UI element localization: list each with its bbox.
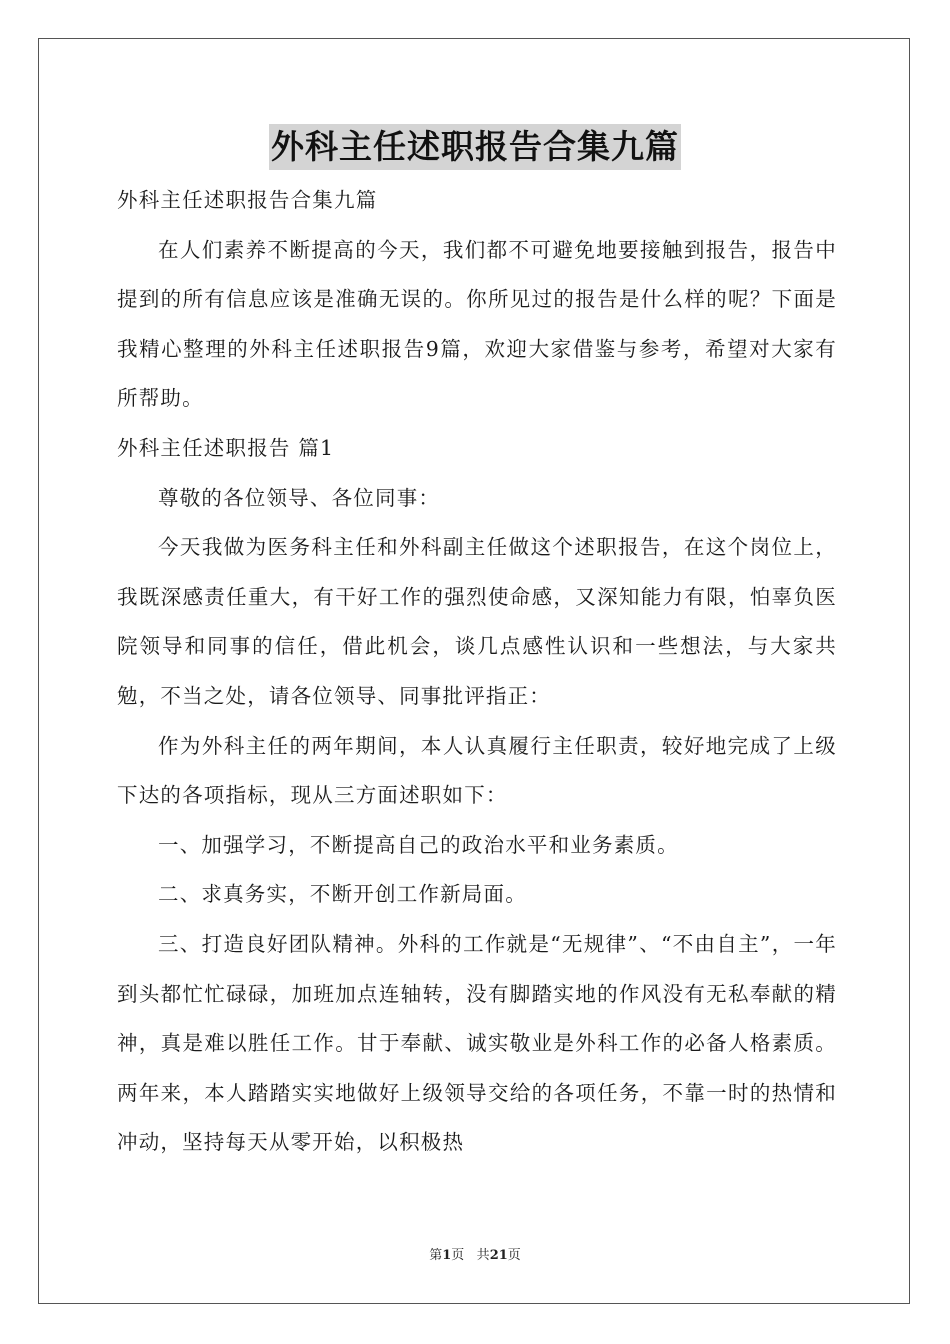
paragraph: 一、加强学习，不断提高自己的政治水平和业务素质。 [158,832,679,857]
footer-total-pages: 21 [489,1248,508,1263]
paragraph: 尊敬的各位领导、各位同事： [158,485,441,510]
paragraph: 二、求真务实，不断开创工作新局面。 [158,882,527,907]
paragraph: 外科主任述职报告合集九篇 [117,188,378,212]
document-body [117,176,837,1168]
paragraph: 三、打造良好团队精神。外科的工作就是“无规律”、“不由自主”，一年到头都忙忙碌碌，加班加点连轴转，没有脚踏实地的作风没有无私奉献的精神，真是难以胜任工作。甘于奉献、诚实敬业是外科工作的必备人格素质。两年来，本人踏踏实实地做好上级领导交给的各项任务，不靠一时的热情和冲动，坚持每天从零开始，以积极热 [117,931,837,1155]
page-footer [0,1244,950,1263]
paragraph: 今天我做为医务科主任和外科副主任做这个述职报告，在这个岗位上，我既深感责任重大，有干好工作的强烈使命感，又深知能力有限，怕辜负医院领导和同事的信任，借此机会，谈几点感性认识和一些想法，与大家共勉，不当之处，请各位领导、同事批评指正： [117,535,837,708]
document-title: 外科主任述职报告合集九篇 [269,124,681,170]
footer-page-number: 1 [442,1248,452,1263]
footer-page-suffix: 页 [451,1248,465,1263]
footer-page-prefix: 第 [429,1248,443,1263]
title-area [0,124,950,170]
paragraph: 外科主任述职报告 篇1 [117,435,335,460]
footer-total-suffix: 页 [507,1248,521,1263]
paragraph: 在人们素养不断提高的今天，我们都不可避免地要接触到报告，报告中提到的所有信息应该是准确无误的。你所见过的报告是什么样的呢？下面是我精心整理的外科主任述职报告9篇，欢迎大家借鉴与参考，希望对大家有所帮助。 [117,237,837,411]
footer-total-prefix: 共 [476,1248,490,1263]
paragraph: 作为外科主任的两年期间，本人认真履行主任职责，较好地完成了上级下达的各项指标，现从三方面述职如下： [117,733,837,808]
